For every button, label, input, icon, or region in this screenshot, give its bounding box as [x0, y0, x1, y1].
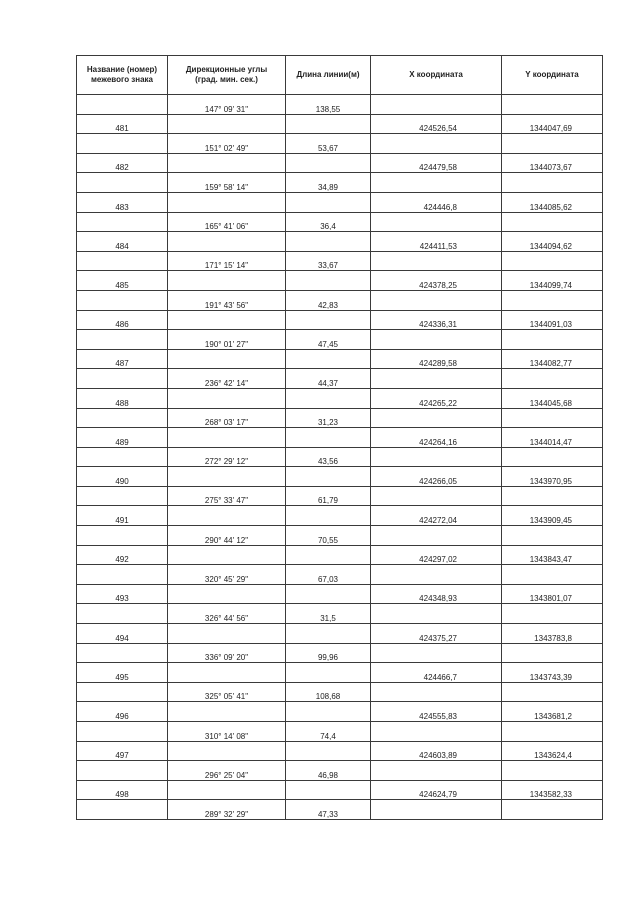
table-row — [77, 369, 603, 389]
line-length-cell — [286, 741, 371, 761]
table-row — [77, 310, 603, 330]
x-coordinate-cell — [371, 173, 502, 193]
header-mark-name-line1: Название (номер) — [86, 65, 158, 74]
bearing-cell: 290° 44' 12" — [168, 526, 286, 546]
line-length-cell — [286, 232, 371, 252]
mark-name-cell: 483 — [77, 192, 168, 212]
x-coordinate-cell: 424289,58 — [371, 349, 502, 369]
line-length-cell: 74,4 — [286, 722, 371, 742]
bearing-cell — [168, 584, 286, 604]
bearing-cell — [168, 545, 286, 565]
y-coordinate-cell: 1344091,03 — [502, 310, 603, 330]
y-coordinate-cell: 1343582,33 — [502, 780, 603, 800]
bearing-cell — [168, 153, 286, 173]
x-coordinate-cell: 424266,05 — [371, 467, 502, 487]
line-length-cell — [286, 153, 371, 173]
line-length-cell: 108,68 — [286, 682, 371, 702]
x-coordinate-cell — [371, 565, 502, 585]
y-coordinate-cell — [502, 212, 603, 232]
mark-name-cell: 489 — [77, 428, 168, 448]
line-length-cell — [286, 192, 371, 212]
table-row — [77, 153, 603, 173]
line-length-cell — [286, 624, 371, 644]
x-coordinate-cell — [371, 251, 502, 271]
y-coordinate-cell: 1344085,62 — [502, 192, 603, 212]
table-row — [77, 114, 603, 134]
y-coordinate-cell: 1343681,2 — [502, 702, 603, 722]
x-coordinate-cell: 424603,89 — [371, 741, 502, 761]
mark-name-cell — [77, 682, 168, 702]
x-coordinate-cell: 424411,53 — [371, 232, 502, 252]
x-coordinate-cell — [371, 682, 502, 702]
table-row — [77, 134, 603, 154]
mark-name-cell: 487 — [77, 349, 168, 369]
table-body — [77, 95, 603, 820]
y-coordinate-cell — [502, 604, 603, 624]
x-coordinate-cell: 424555,83 — [371, 702, 502, 722]
line-length-cell: 47,45 — [286, 330, 371, 350]
bearing-cell — [168, 467, 286, 487]
line-length-cell: 44,37 — [286, 369, 371, 389]
mark-name-cell — [77, 251, 168, 271]
table-row — [77, 428, 603, 448]
mark-name-cell — [77, 369, 168, 389]
x-coordinate-cell: 424336,31 — [371, 310, 502, 330]
table-header-row — [77, 56, 603, 95]
bearing-cell: 336° 09' 20" — [168, 643, 286, 663]
bearing-cell — [168, 232, 286, 252]
bearing-cell — [168, 741, 286, 761]
x-coordinate-cell — [371, 526, 502, 546]
mark-name-cell — [77, 134, 168, 154]
y-coordinate-cell: 1344094,62 — [502, 232, 603, 252]
bearing-cell: 190° 01' 27" — [168, 330, 286, 350]
table-row — [77, 232, 603, 252]
y-coordinate-cell — [502, 134, 603, 154]
mark-name-cell — [77, 604, 168, 624]
bearing-cell: 171° 15' 14" — [168, 251, 286, 271]
mark-name-cell: 493 — [77, 584, 168, 604]
y-coordinate-cell — [502, 761, 603, 781]
table-row — [77, 467, 603, 487]
line-length-cell: 33,67 — [286, 251, 371, 271]
mark-name-cell: 481 — [77, 114, 168, 134]
y-coordinate-cell: 1343909,45 — [502, 506, 603, 526]
bearing-cell: 159° 58' 14" — [168, 173, 286, 193]
x-coordinate-cell: 424526,54 — [371, 114, 502, 134]
bearing-cell — [168, 114, 286, 134]
line-length-cell: 31,23 — [286, 408, 371, 428]
y-coordinate-cell: 1343801,07 — [502, 584, 603, 604]
table-row — [77, 388, 603, 408]
bearing-cell: 272° 29' 12" — [168, 447, 286, 467]
table-row — [77, 663, 603, 683]
y-coordinate-cell: 1343743,39 — [502, 663, 603, 683]
line-length-cell — [286, 467, 371, 487]
table-row — [77, 741, 603, 761]
x-coordinate-cell — [371, 369, 502, 389]
bearing-cell: 275° 33' 47" — [168, 486, 286, 506]
mark-name-cell: 492 — [77, 545, 168, 565]
bearing-cell: 325° 05' 41" — [168, 682, 286, 702]
x-coordinate-cell — [371, 447, 502, 467]
table-row — [77, 506, 603, 526]
table-row — [77, 447, 603, 467]
bearing-cell — [168, 428, 286, 448]
y-coordinate-cell — [502, 800, 603, 820]
x-coordinate-cell — [371, 408, 502, 428]
table-row — [77, 780, 603, 800]
y-coordinate-cell — [502, 643, 603, 663]
y-coordinate-cell: 1344014,47 — [502, 428, 603, 448]
mark-name-cell — [77, 761, 168, 781]
bearing-cell — [168, 780, 286, 800]
x-coordinate-cell — [371, 212, 502, 232]
y-coordinate-cell: 1343783,8 — [502, 624, 603, 644]
table-row — [77, 722, 603, 742]
mark-name-cell — [77, 290, 168, 310]
y-coordinate-cell — [502, 369, 603, 389]
mark-name-cell: 485 — [77, 271, 168, 291]
table-row — [77, 565, 603, 585]
y-coordinate-cell: 1343843,47 — [502, 545, 603, 565]
table-row — [77, 95, 603, 115]
line-length-cell — [286, 506, 371, 526]
bearing-cell — [168, 663, 286, 683]
mark-name-cell — [77, 173, 168, 193]
bearing-cell: 151° 02' 49" — [168, 134, 286, 154]
mark-name-cell: 495 — [77, 663, 168, 683]
mark-name-cell — [77, 643, 168, 663]
line-length-cell — [286, 545, 371, 565]
x-coordinate-cell — [371, 95, 502, 115]
bearing-cell — [168, 310, 286, 330]
table-row — [77, 486, 603, 506]
mark-name-cell — [77, 212, 168, 232]
y-coordinate-cell — [502, 722, 603, 742]
line-length-cell — [286, 428, 371, 448]
bearing-cell: 191° 43' 56" — [168, 290, 286, 310]
line-length-cell: 31,5 — [286, 604, 371, 624]
y-coordinate-cell: 1344082,77 — [502, 349, 603, 369]
bearing-cell — [168, 192, 286, 212]
header-bearing-line2: (град. мин. сек.) — [195, 75, 258, 84]
table-row — [77, 584, 603, 604]
y-coordinate-cell — [502, 173, 603, 193]
x-coordinate-cell: 424624,79 — [371, 780, 502, 800]
x-coordinate-cell — [371, 800, 502, 820]
table-row — [77, 192, 603, 212]
y-coordinate-cell — [502, 290, 603, 310]
table-row — [77, 408, 603, 428]
header-mark-name-line2: межевого знака — [90, 75, 154, 84]
mark-name-cell: 491 — [77, 506, 168, 526]
table-row — [77, 604, 603, 624]
table-row — [77, 643, 603, 663]
line-length-cell: 53,67 — [286, 134, 371, 154]
bearing-cell: 147° 09' 31" — [168, 95, 286, 115]
mark-name-cell — [77, 486, 168, 506]
line-length-cell: 61,79 — [286, 486, 371, 506]
line-length-cell — [286, 584, 371, 604]
boundary-marks-table — [76, 55, 603, 820]
mark-name-cell — [77, 800, 168, 820]
line-length-cell: 42,83 — [286, 290, 371, 310]
x-coordinate-cell: 424378,25 — [371, 271, 502, 291]
mark-name-cell: 484 — [77, 232, 168, 252]
line-length-cell — [286, 310, 371, 330]
bearing-cell: 268° 03' 17" — [168, 408, 286, 428]
line-length-cell — [286, 663, 371, 683]
line-length-cell: 34,89 — [286, 173, 371, 193]
mark-name-cell: 486 — [77, 310, 168, 330]
y-coordinate-cell — [502, 447, 603, 467]
mark-name-cell — [77, 447, 168, 467]
bearing-cell — [168, 506, 286, 526]
table-row — [77, 330, 603, 350]
line-length-cell: 70,55 — [286, 526, 371, 546]
bearing-cell — [168, 624, 286, 644]
bearing-cell: 296° 25' 04" — [168, 761, 286, 781]
x-coordinate-cell — [371, 330, 502, 350]
mark-name-cell: 488 — [77, 388, 168, 408]
bearing-cell: 310° 14' 08" — [168, 722, 286, 742]
line-length-cell: 47,33 — [286, 800, 371, 820]
x-coordinate-cell: 424265,22 — [371, 388, 502, 408]
x-coordinate-cell: 424348,93 — [371, 584, 502, 604]
mark-name-cell — [77, 565, 168, 585]
mark-name-cell: 482 — [77, 153, 168, 173]
x-coordinate-cell: 424264,16 — [371, 428, 502, 448]
header-bearing — [168, 56, 286, 95]
bearing-cell: 326° 44' 56" — [168, 604, 286, 624]
line-length-cell — [286, 388, 371, 408]
header-x-coordinate: X координата — [371, 56, 502, 95]
table-row — [77, 271, 603, 291]
line-length-cell — [286, 271, 371, 291]
x-coordinate-cell — [371, 761, 502, 781]
mark-name-cell: 494 — [77, 624, 168, 644]
line-length-cell: 43,56 — [286, 447, 371, 467]
y-coordinate-cell — [502, 565, 603, 585]
bearing-cell: 289° 32' 29" — [168, 800, 286, 820]
header-line-length: Длина линии(м) — [286, 56, 371, 95]
table-row — [77, 349, 603, 369]
y-coordinate-cell: 1344047,69 — [502, 114, 603, 134]
x-coordinate-cell — [371, 486, 502, 506]
table-row — [77, 761, 603, 781]
y-coordinate-cell — [502, 526, 603, 546]
y-coordinate-cell — [502, 682, 603, 702]
x-coordinate-cell: 424446,8 — [371, 192, 502, 212]
mark-name-cell — [77, 330, 168, 350]
bearing-cell — [168, 271, 286, 291]
y-coordinate-cell: 1344099,74 — [502, 271, 603, 291]
table-row — [77, 800, 603, 820]
x-coordinate-cell — [371, 604, 502, 624]
x-coordinate-cell: 424466,7 — [371, 663, 502, 683]
x-coordinate-cell — [371, 722, 502, 742]
mark-name-cell — [77, 722, 168, 742]
bearing-cell — [168, 702, 286, 722]
table-row — [77, 545, 603, 565]
table-row — [77, 526, 603, 546]
x-coordinate-cell — [371, 290, 502, 310]
bearing-cell — [168, 388, 286, 408]
x-coordinate-cell: 424479,58 — [371, 153, 502, 173]
y-coordinate-cell: 1344073,67 — [502, 153, 603, 173]
y-coordinate-cell: 1344045,68 — [502, 388, 603, 408]
x-coordinate-cell — [371, 643, 502, 663]
table-row — [77, 624, 603, 644]
line-length-cell: 99,96 — [286, 643, 371, 663]
x-coordinate-cell — [371, 134, 502, 154]
y-coordinate-cell: 1343624,4 — [502, 741, 603, 761]
header-y-coordinate: Y координата — [502, 56, 603, 95]
y-coordinate-cell — [502, 251, 603, 271]
bearing-cell — [168, 349, 286, 369]
x-coordinate-cell: 424272,04 — [371, 506, 502, 526]
header-bearing-line1: Дирекционные углы — [185, 65, 268, 74]
x-coordinate-cell: 424375,27 — [371, 624, 502, 644]
table-row — [77, 290, 603, 310]
bearing-cell: 320° 45' 29" — [168, 565, 286, 585]
table-row — [77, 212, 603, 232]
line-length-cell: 138,55 — [286, 95, 371, 115]
line-length-cell — [286, 702, 371, 722]
table-row — [77, 682, 603, 702]
mark-name-cell: 496 — [77, 702, 168, 722]
y-coordinate-cell — [502, 330, 603, 350]
mark-name-cell: 498 — [77, 780, 168, 800]
mark-name-cell: 490 — [77, 467, 168, 487]
mark-name-cell — [77, 95, 168, 115]
bearing-cell: 236° 42' 14" — [168, 369, 286, 389]
line-length-cell — [286, 349, 371, 369]
mark-name-cell — [77, 526, 168, 546]
line-length-cell — [286, 780, 371, 800]
x-coordinate-cell: 424297,02 — [371, 545, 502, 565]
mark-name-cell: 497 — [77, 741, 168, 761]
table-row — [77, 251, 603, 271]
line-length-cell — [286, 114, 371, 134]
header-mark-name — [77, 56, 168, 95]
table-row — [77, 702, 603, 722]
y-coordinate-cell: 1343970,95 — [502, 467, 603, 487]
y-coordinate-cell — [502, 95, 603, 115]
line-length-cell: 67,03 — [286, 565, 371, 585]
table-row — [77, 173, 603, 193]
y-coordinate-cell — [502, 408, 603, 428]
y-coordinate-cell — [502, 486, 603, 506]
mark-name-cell — [77, 408, 168, 428]
bearing-cell: 165° 41' 06" — [168, 212, 286, 232]
line-length-cell: 36,4 — [286, 212, 371, 232]
line-length-cell: 46,98 — [286, 761, 371, 781]
